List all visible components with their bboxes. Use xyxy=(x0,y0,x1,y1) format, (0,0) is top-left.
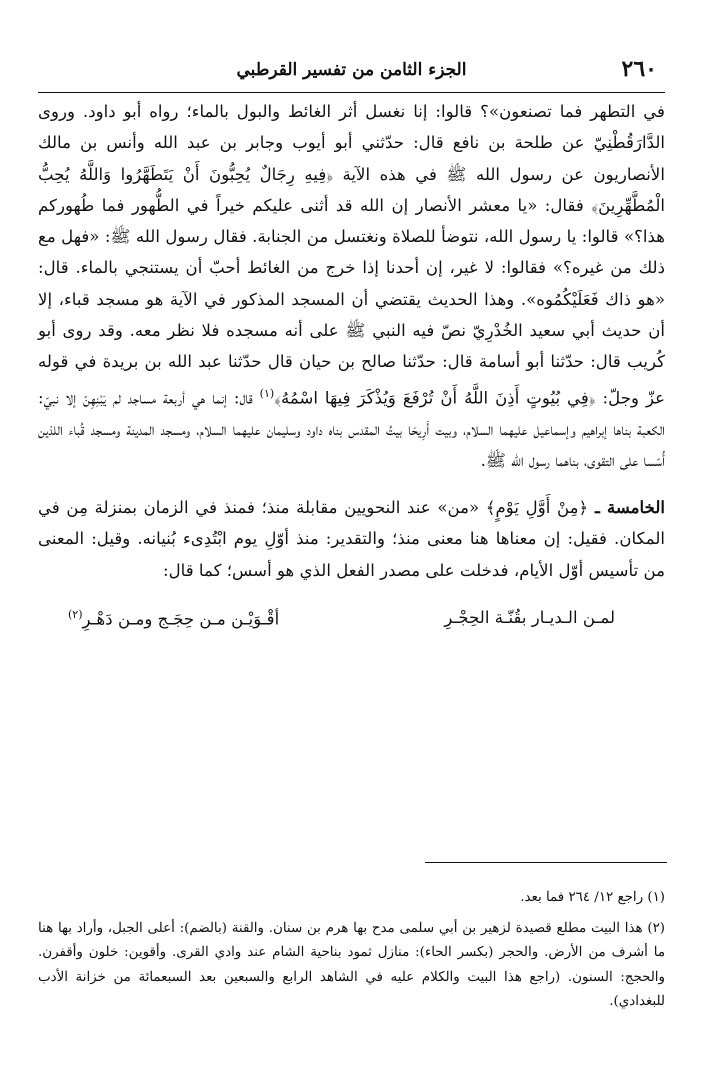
poetry-verse xyxy=(38,608,665,644)
paragraph-text: قال: إنما هي أربعة مساجد لم يَبْنِهِنّ إلا نبيّ: الكعبة بناها إبراهيم وإسماعيل عليهما السلام، وبيت أَرِيحَا بيتُ المقدس بناه داود وسليمان عليهما السلام، ومسجد المدينة ومسجد قُباء اللذين أُسّسا على التقوى، بناهما رسول الله ﷺ. xyxy=(38,388,665,470)
verse-first-half: لمـن الـديـار بقُنّـة الحِجْـرِ xyxy=(444,607,615,627)
page-number: ٢٦٠ xyxy=(621,56,657,82)
footnote-reference: (٢) xyxy=(68,607,83,621)
main-text xyxy=(38,96,665,644)
paragraph xyxy=(38,96,665,476)
footnote: (١) راجع ١٢/ ٢٦٤ فما بعد. xyxy=(520,890,665,905)
verse-second-half-text: أقْـوَيْـن مـن حِجَـج ومـن دَهْـرِ xyxy=(82,609,280,629)
section-label: الخامسة ـ xyxy=(594,497,665,518)
page-header xyxy=(38,52,665,93)
section-spacer xyxy=(38,476,665,492)
footnotes xyxy=(38,886,665,1021)
paragraph-text: في التطهر فما تصنعون»؟ قالوا: إنا نغسل أثر الغائط والبول بالماء؛ رواه أبو داود. وروى الدَّارَقُطْنِيّ عن طلحة بن نافع قال: حدّثني أبو أيوب وجابر بن عبد الله وأنس بن مالك الأنصاريون عن رسول الله ﷺ في هذه الآية ﴿فِيهِ رِجَالٌ يُحِبُّونَ أَنْ يَتَطَهَّرُوا وَاللَّهُ يُحِبُّ الْمُطَّهِّرِينَ﴾ فقال: «يا معشر الأنصار إن الله قد أثنى عليكم خيراً في الطُّهور فما طُهوركم هذا؟» قالوا: يا رسول الله، نتوضأ للصلاة ونغتسل من الجنابة. فقال رسول الله ﷺ: «فهل مع ذلك من غيره؟» فقالوا: لا غير، إن أحدنا إذا خرج من الغائط أحبّ أن يستنجي بالماء. قال: «هو ذاك فَعَلَيْكُمُوه». وهذا الحديث يقتضي أن المسجد المذكور في الآية هو مسجد قباء، إلا أن حديث أبي سعيد الخُدْرِيّ نصّ فيه النبي ﷺ على أنه مسجده فلا نظر معه. وقد روى أبو كُريب قال: حدّثنا أبو أسامة قال: حدّثنا صالح بن حيان قال حدّثنا عبد الله بن بريدة في قوله عزّ وجلّ: ﴿فِي بُيُوتٍ أَذِنَ اللَّهُ أَنْ تُرْفَعَ وَيُذْكَرَ فِيهَا اسْمُهُ﴾ xyxy=(38,102,665,408)
footnote: (٢) هذا البيت مطلع قصيدة لزهير بن أبي سلمى مدح بها هرم بن سنان. والقنة (بالضم): أعلى الجبل، وأراد بها هنا ما أشرف من الأرض. والحجر (بكسر الحاء): منازل ثمود بناحية الشام عند وادي القرى. وأقوين: خلون وأقفرن. والحجج: السنون. (راجع هذا البيت والكلام عليه في الشاهد الرابع والسبعين بعد السبعمائة من خزانة الأدب للبغدادي). xyxy=(38,920,665,1009)
footnote-reference: (١) xyxy=(259,386,275,400)
verse-second-half xyxy=(68,608,279,629)
paragraph xyxy=(38,492,665,586)
footnote-divider xyxy=(425,862,667,863)
running-title: الجزء الثامن من تفسير القرطبي xyxy=(236,60,467,80)
paragraph-text: ﴿مِنْ أَوَّلِ يَوْمٍ﴾ «من» عند النحويين مقابلة منذ؛ فمنذ في الزمان بمنزلة مِن في المكان. فقيل: إن معناها هنا معنى منذ؛ والتقدير: منذ أوّلِ يوم ابْتُدِىء بُنيانه. وقيل: المعنى من تأسيس أوّل الأيام، فدخلت على مصدر الفعل الذي هو أسس؛ كما قال: xyxy=(38,498,665,580)
